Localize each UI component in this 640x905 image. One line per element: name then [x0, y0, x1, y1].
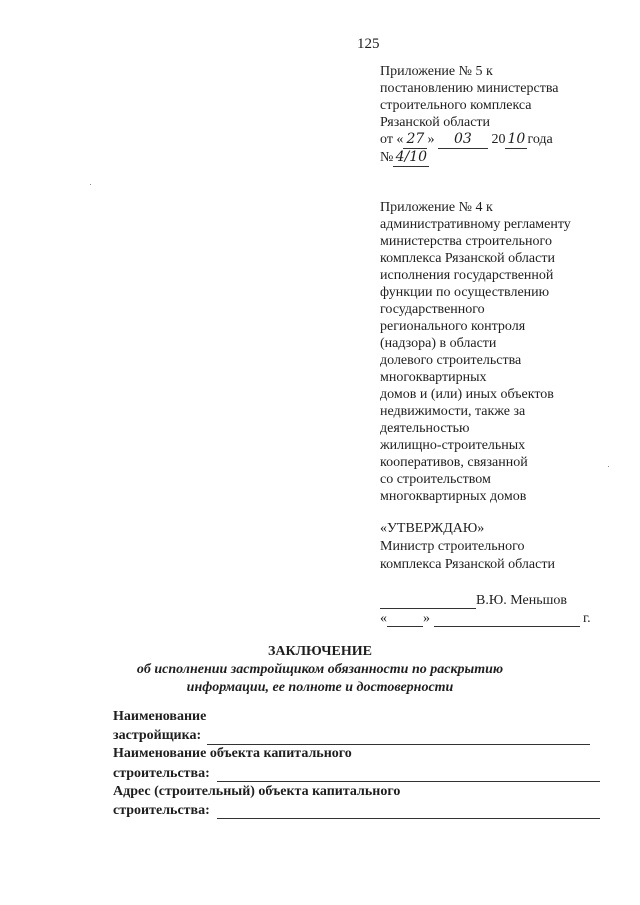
approval-line: Министр строительного	[380, 539, 525, 554]
decree-number: 4/10	[393, 149, 429, 167]
object-name-fill-line[interactable]	[217, 781, 600, 782]
annex-4-line: государственного	[380, 302, 485, 317]
annex-4-line: многоквартирных домов	[380, 489, 527, 504]
address-label-2: строительства:	[113, 803, 210, 818]
date-day: 27	[403, 131, 427, 149]
conclusion-title: ЗАКЛЮЧЕНИЕ	[267, 644, 373, 659]
developer-label: Наименование	[113, 709, 207, 724]
annex-5-line: постановлению министерства	[380, 81, 559, 96]
annex-5-line: строительного комплекса	[380, 98, 532, 113]
date-prefix: от «	[380, 132, 404, 147]
date-close-quote: »	[423, 611, 430, 626]
annex-5-date-line	[380, 131, 558, 149]
conclusion-subtitle: об исполнении застройщиком обязанности по раскрытию	[136, 662, 504, 677]
scan-speck	[608, 466, 609, 467]
signature-line	[380, 593, 567, 609]
year-suffix: года	[527, 132, 553, 147]
annex-4-line: регионального контроля	[380, 319, 526, 334]
annex-4-line: административному регламенту	[380, 217, 571, 232]
signature-blank	[380, 594, 476, 609]
annex-4-line: деятельностью	[380, 421, 470, 436]
developer-label-2: застройщика:	[113, 728, 202, 743]
annex-4-line: со строительством	[380, 472, 491, 487]
number-prefix: №	[380, 150, 394, 165]
developer-fill-line[interactable]	[207, 744, 590, 745]
approval-stamp: «УТВЕРЖДАЮ»	[380, 521, 485, 536]
annex-5-line: Приложение № 5 к	[380, 64, 493, 79]
annex-4-line: Приложение № 4 к	[380, 200, 493, 215]
annex-4-line: исполнения государственной	[380, 268, 554, 283]
conclusion-subtitle: информации, ее полноте и достоверности	[186, 680, 454, 695]
day-blank	[387, 612, 423, 627]
approval-block	[380, 520, 555, 574]
annex-4-line: (надзора) в области	[380, 336, 497, 351]
scan-speck	[90, 184, 91, 185]
date-mid: »	[427, 132, 435, 147]
annex-4-line: жилищно-строительных	[380, 438, 526, 453]
address-label: Адрес (строительный) объекта капитального	[113, 784, 401, 799]
annex-4-line: недвижимости, также за	[380, 404, 526, 419]
annex-5-header	[380, 63, 558, 167]
object-name-label-2: строительства:	[113, 766, 210, 781]
annex-5-line: Рязанской области	[380, 115, 491, 130]
year-suffix: г.	[583, 611, 591, 626]
signer-name: В.Ю. Меньшов	[476, 593, 567, 608]
annex-4-line: функции по осуществлению	[380, 285, 550, 300]
annex-4-line: кооперативов, связанной	[380, 455, 528, 470]
object-name-label: Наименование объекта капитального	[113, 746, 352, 761]
year-prefix: 20	[491, 132, 506, 147]
annex-5-number-line	[380, 149, 558, 167]
approval-date-line	[380, 611, 591, 627]
date-month: 03	[438, 131, 488, 149]
date-year: 10	[505, 131, 527, 149]
annex-4-line: долевого строительства	[380, 353, 522, 368]
annex-4-line: министерства строительного	[380, 234, 552, 249]
annex-4-header	[380, 199, 571, 505]
approval-line: комплекса Рязанской области	[380, 557, 555, 572]
date-open-quote: «	[380, 611, 387, 626]
page-number: 125	[357, 36, 380, 52]
annex-4-line: домов и (или) иных объектов	[380, 387, 554, 402]
annex-4-line: комплекса Рязанской области	[380, 251, 555, 266]
address-fill-line[interactable]	[217, 818, 600, 819]
annex-4-line: многоквартирных	[380, 370, 487, 385]
month-year-blank	[434, 612, 580, 627]
